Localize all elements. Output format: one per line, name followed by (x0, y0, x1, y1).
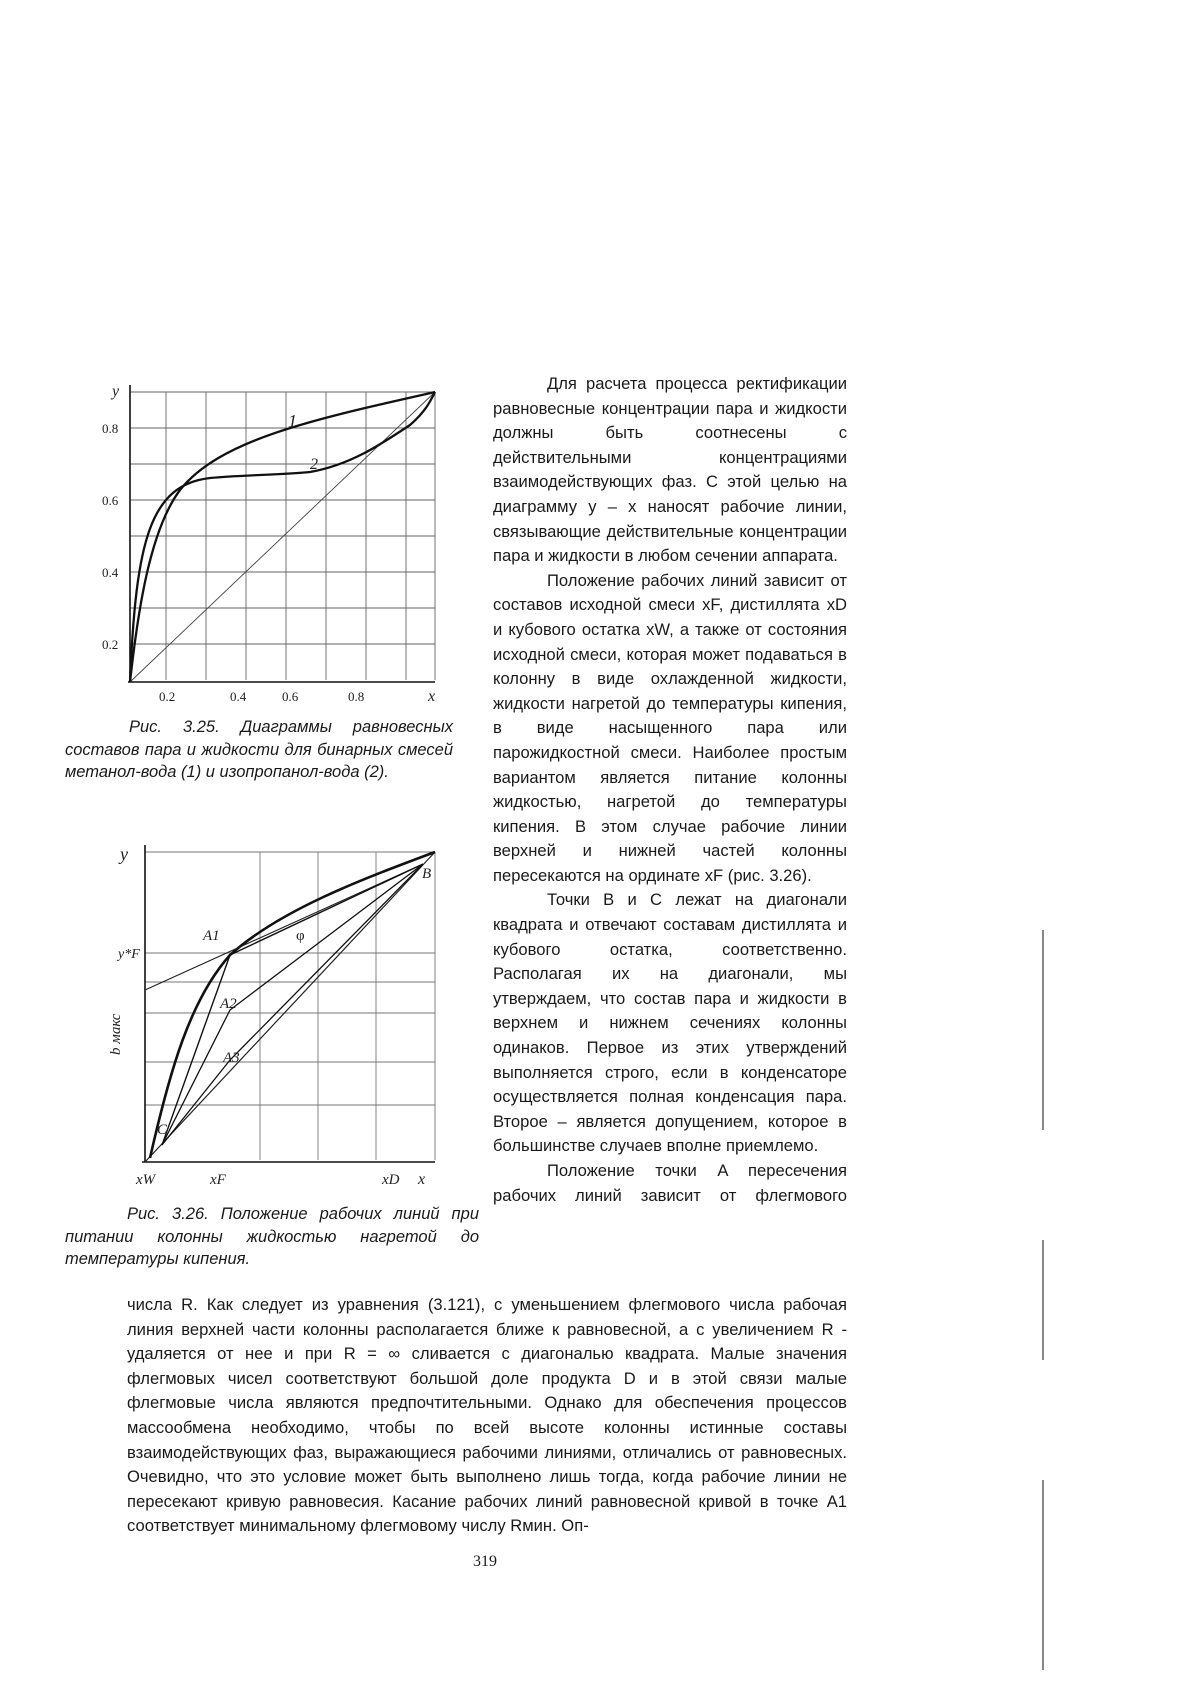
diagonal-line (145, 852, 435, 1162)
point-label-a3: A3 (223, 1050, 240, 1066)
paragraph: числа R. Как следует из уравнения (3.121), с уменьшением флегмового числа рабочая линия верхней части колонны располагается ближе к равновесной, а с увеличением R - удаляется от нее и при R = ∞ сливается с диагональю квадрата. Малые значения флегмовых чисел соответствуют большой доле продукта D и в этой связи малые флегмовые числа являются предпочтительными. Однако для обеспечения процессов массообмена необходимо, чтобы по всей высоте колонны истинные составы взаимодействующих фаз, выражающиеся рабочими линиями, отличались от равновесных. Очевидно, что это условие может быть выполнено лишь тогда, когда рабочие линии не пересекают кривую равновесия. Касание рабочих линий равновесной кривой в точке A1 соответствует минимальному флегмовому числу Rмин. Оп- (127, 1295, 847, 1536)
paragraph: Для расчета процесса ректификации равновесные концентрации пара и жидкости должны быть соотнесены с действительными концентрациями взаимодействующих фаз. С этой целью на диаграмму y – x наносят рабочие линии, связывающие действительные концентрации пара и жидкости в любом сечении аппарата. (493, 374, 847, 566)
right-column-text (493, 372, 847, 1208)
y-label-yf: y*F (118, 947, 140, 962)
x-tick: 0.6 (282, 689, 299, 704)
curve-label-2: 2 (310, 456, 318, 473)
scan-artifact-line (1042, 1480, 1044, 1670)
paragraph: Точки B и C лежат на диагонали квадрата и отвечают составам дистиллята и кубового остатка, соответственно. Располагая их на диагонали, мы утверждаем, что состав пара и жидкости в верхнем и нижнем сечениях колонны одинаков. Первое из этих утверждений выполняется строго, если в конденсаторе осуществляется полная конденсация пара. Второе – является допущением, которое в большинстве случаев вполне приемлемо. (493, 890, 847, 1156)
point-label-a1: A1 (203, 928, 220, 944)
page-number: 319 (473, 1553, 497, 1570)
y-tick: 0.2 (102, 637, 119, 652)
x-label-xd: xD (382, 1172, 400, 1188)
axis-y-label: y (112, 383, 120, 400)
diagonal-line (130, 392, 435, 682)
x-label-xw: xW (136, 1172, 156, 1188)
axis-x-label: x (418, 1171, 426, 1188)
figure-3-25 (102, 380, 450, 710)
curve-label-1: 1 (288, 411, 297, 431)
figure-3-26-caption: Рис. 3.26. Положение рабочих линий при питании колонны жидкостью нагретой до температуры кипения. (65, 1205, 479, 1268)
scan-artifact-line (1042, 930, 1044, 1130)
x-tick: 0.4 (230, 689, 247, 704)
x-label-xf: xF (210, 1172, 226, 1188)
x-tick: 0.8 (348, 689, 365, 704)
figure-3-26 (100, 840, 470, 1200)
axis-x-label: x (428, 688, 436, 705)
point-label-c: C (157, 1122, 168, 1138)
y-tick: 0.6 (102, 493, 119, 508)
full-width-text (127, 1293, 847, 1539)
paragraph: Положение точки A пересечения рабочих линий зависит от флегмового (493, 1161, 847, 1205)
point-label-b: B (422, 866, 432, 882)
scan-artifact-line (1042, 1240, 1044, 1360)
paragraph: Положение рабочих линий зависит от составов исходной смеси xF, дистиллята xD и кубового остатка xW, а также от состояния исходной смеси, которая может подаваться в колонну в виде охлажденной жидкости, жидкости нагретой до температуры кипения, в виде насыщенного пара или парожидкостной смеси. Наиболее простым вариантом является питание колонны жидкостью, нагретой до температуры кипения. В этом случае рабочие линии верхней и нижней частей колонны пересекаются на ординате xF (рис. 3.26). (493, 570, 847, 885)
y-label-bmax: b макс (108, 1013, 124, 1055)
angle-label-phi: φ (296, 928, 305, 944)
figure-3-25-caption: Рис. 3.25. Диаграммы равновесных составов пара и жидкости для бинарных смесей метанол-вода (1) и изопропанол-вода (2). (65, 718, 453, 781)
y-tick: 0.4 (102, 565, 119, 580)
axis-y-label: y (120, 844, 128, 864)
x-tick: 0.2 (159, 689, 176, 704)
y-tick: 0.8 (102, 421, 119, 436)
point-label-a2: A2 (220, 996, 237, 1012)
